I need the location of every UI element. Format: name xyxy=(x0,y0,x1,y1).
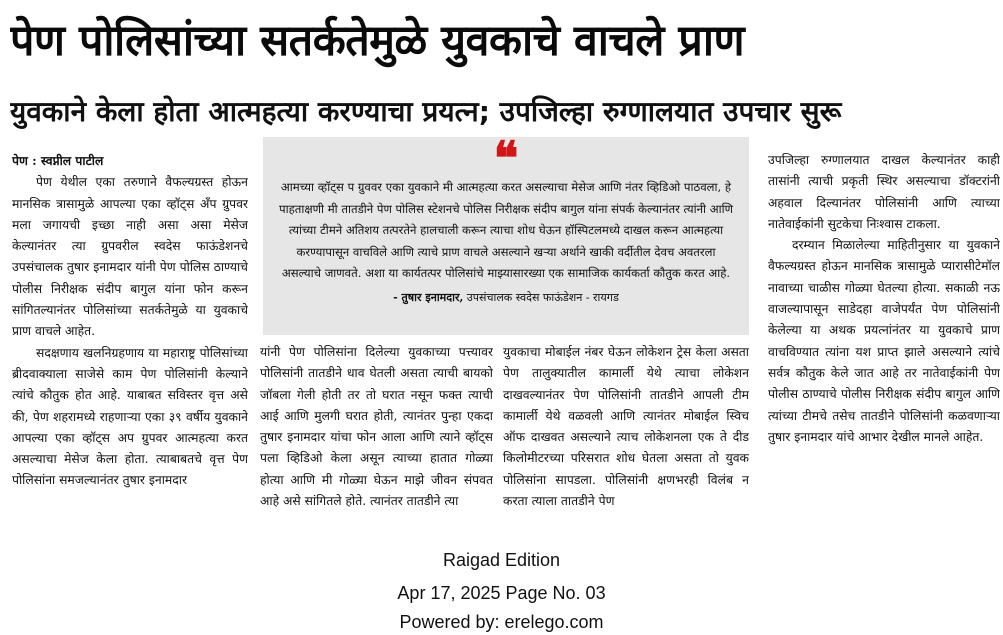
edition-label: Raigad Edition xyxy=(442,550,561,570)
column3-text: युवकाचा मोबाईल नंबर घेऊन लोकेशन ट्रेस केला असता पेण तालुक्यातील कामार्ली येथे त्याचा लोकेशन दाखवल्यानंतर पेण पोलिसांनी तातडीने आपली टीम कामार्ली येथे वळवली आणि त्यानंतर मोबाईल स्विच ऑफ दाखवत असल्याने त्याच लोकेशनला एक ते दीड किलोमीटरच्या परिसरात शोध घेतला असता तो युवक पोलिसांना सापडला. पोलिसांनी क्षणभरही विलंब न करता त्याला तातडीने पेण xyxy=(503,345,749,509)
quote-mark-icon: ❝ xyxy=(493,137,519,185)
pull-quote-box xyxy=(263,137,749,335)
article-column-3 xyxy=(503,342,749,534)
article-column-2 xyxy=(260,342,493,534)
subheadline: युवकाने केला होता आत्महत्या करण्याचा प्रयत्न; उपजिल्हा रुग्णालयात उपचार सुरू xyxy=(10,95,842,128)
quote-attribution-name: - तुषार इनामदार, xyxy=(393,290,464,304)
headline: पेण पोलिसांच्या सतर्कतेमुळे युवकाचे वाचले प्राण xyxy=(10,16,745,66)
quote-attribution xyxy=(277,287,735,309)
byline: पेण : स्वप्नील पाटील xyxy=(12,153,104,168)
article-column-4 xyxy=(768,150,1000,534)
date-page-label: Apr 17, 2025 Page No. 03 xyxy=(397,583,606,603)
column1-paragraph-2: सदक्षणाय खलनिग्रहणाय या महाराष्ट्र पोलिसांच्या ब्रीदवाक्याला साजेसे काम पेण पोलिसांनी केल्याने त्यांचे कौतुक होत आहे. याबाबत सविस्तर वृत्त असे की, पेण शहरामध्ये राहणाऱ्या एका ३९ वर्षीय युवकाने आपल्या एका व्हॉट्स अप ग्रुपवर आत्महत्या करत असल्याचा मेसेज केला होता. त्याबाबतचे वृत्त पेण पोलिसांना समजल्यानंतर तुषार इनामदार xyxy=(12,345,248,488)
column2-text: यांनी पेण पोलिसांना दिलेल्या युवकाच्या पत्त्यावर पोलिसांनी तातडीने धाव घेतली असता त्याची बायको जॉबला गेली होती तर तो घरात नसून फक्त त्याची आई आणि मुलगी घरात होती, त्यानंतर पुन्हा एकदा तुषार इनामदार यांचा फोन आला आणि त्याने व्हॉट्स पला व्हिडिओ केला असून त्याच्या हातात गोळ्या होत्या आणि मी गोळ्या घेऊन माझे जीवन संपवत आहे असे सांगितले होते. त्यानंतर तातडीने त्या xyxy=(260,345,493,509)
column4-paragraph-2: दरम्यान मिळालेल्या माहितीनुसार या युवकाने वैफल्यग्रस्त होऊन मानसिक त्रासामुळे प्यारासीटेमॉल नावाच्या चाळीस गोळ्या घेतल्या होत्या. सकाळी नऊ वाजल्यापासून साडेदहा वाजेपर्यंत पेण पोलिसांनी केलेल्या या अथक प्रयत्नांनंतर या युवकाचे प्राण वाचविण्यात त्यांना यश प्राप्त झाले असल्याने त्यांचे सर्वत्र कौतुक केले जात आहे तर नातेवाईकांनी पेण पोलीस ठाण्याचे पोलीस निरीक्षक संदीप बागुल आणि त्यांच्या टीमचे तसेच तातडीने पोलिसांनी कळवणाऱ्या तुषार इनामदार यांचे आभार देखील मानले आहेत. xyxy=(768,238,1000,444)
column4-paragraph-1: उपजिल्हा रुग्णालयात दाखल केल्यानंतर काही तासांनी त्याची प्रकृती स्थिर असल्याचा डॉक्टरांनी अहवाल दिल्यानंतर पोलिसांनी आणि त्याच्या नातेवाईकांनी सुटकेचा निःश्वास टाकला. xyxy=(768,153,1000,231)
quote-attribution-role: उपसंचालक स्वदेस फाऊंडेशन - रायगड xyxy=(466,290,619,304)
quote-text: आमच्या व्हॉट्स प ग्रुववर एका युवकाने मी आत्महत्या करत असल्याचा मेसेज आणि नंतर व्हिडिओ पाठवला, हे पाहताक्षणी मी तातडीने पेण पोलिस स्टेशनचे पोलिस निरीक्षक संदीप बागुल यांना संपर्क केल्यानंतर त्यांनी आणि त्यांच्या टीमने अतिशय तत्परतेने हालचाली करून त्याचा शोध घेऊन हॉस्पिटलमध्ये दाखल करून आत्महत्या करण्यापासून वाचविले आणि त्याचे प्राण वाचले असल्याने खऱ्या अर्थाने खाकी वर्दीतील देवच अवतरला असल्याचे जाणवते. अशा या कार्यतत्पर पोलिसांचे माझ्यासारख्या एक सामाजिक कार्यकर्ता कौतुक करत आहे. xyxy=(279,180,733,281)
powered-by-link[interactable]: Powered by: erelego.com xyxy=(399,612,604,632)
column1-paragraph-1: पेण येथील एका तरुणाने वैफल्यग्रस्त होऊन मानसिक त्रासामुळे आपल्या एका व्हॉट्स अँप ग्रुपवर मला जगायची इच्छा नाही असा असा मेसेज केल्यानंतर त्या ग्रुपवरील स्वदेस फाऊंडेशनचे उपसंचालक तुषार इनामदार यांनी पेण पोलिस ठाण्याचे पोलीस निरीक्षक संदीप बागुल यांना फोन करून सांगितल्यानंतर पोलिसांच्या सतर्कतेमुळे या युवकाचे प्राण वाचले आहेत. xyxy=(12,175,248,339)
article-column-1 xyxy=(12,150,248,534)
